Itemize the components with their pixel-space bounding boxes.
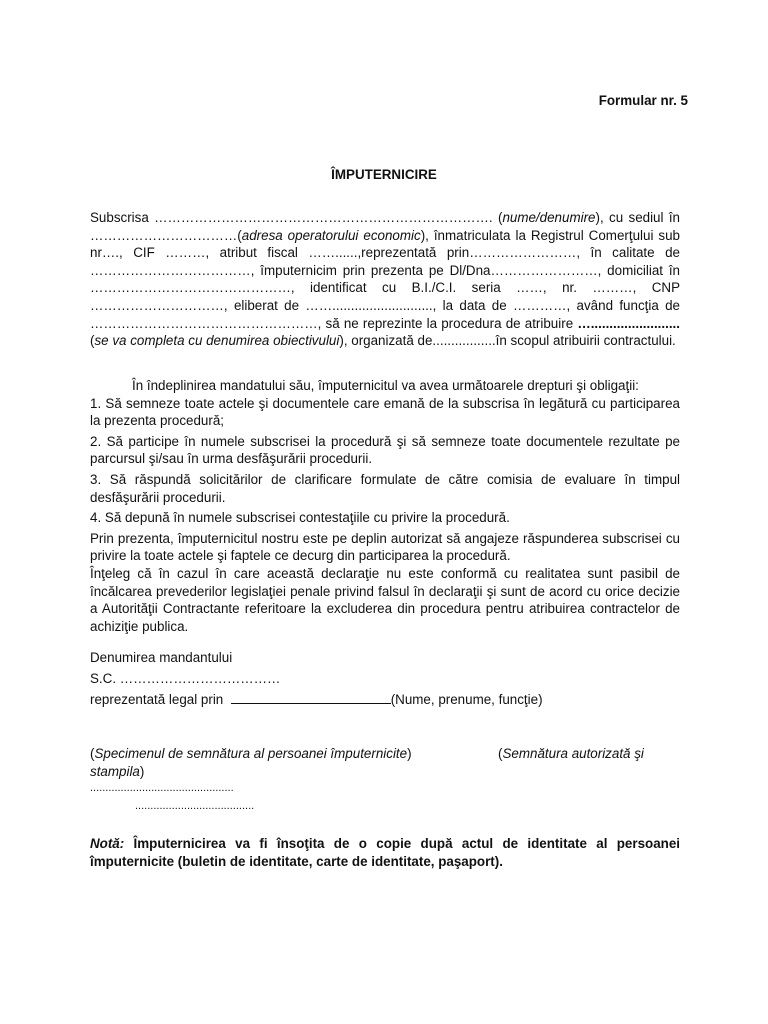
item-4: 4. Să depună în numele subscrisei contestaţiile cu privire la procedură. xyxy=(90,510,510,526)
authorization-paragraph: Prin prezenta, împuternicitul nostru este pe deplin autorizat să angajeze răspunderea subscrisei cu privire la toate actele şi faptele ce decurg din participarea la procedură. xyxy=(90,530,680,564)
note-paragraph xyxy=(90,835,680,870)
intro-segment: ), organizată de.................în scopul atribuirii contractului. xyxy=(339,333,676,349)
mandant-label: Denumirea mandantului xyxy=(90,650,233,665)
signature-row xyxy=(90,745,680,763)
rep-fill-line xyxy=(231,690,391,704)
intro-paragraph xyxy=(90,209,680,350)
note-label: Notă: xyxy=(90,836,125,851)
mandant-section xyxy=(90,649,680,709)
intro-segment: adresa operatorului economic xyxy=(241,227,421,243)
form-number: Formular nr. 5 xyxy=(598,93,688,108)
signature-dots-1: ............................................... xyxy=(90,782,234,794)
mandant-sc: S.C. ……………………………… xyxy=(90,670,281,686)
legal-representative xyxy=(90,690,680,709)
signature-section xyxy=(90,745,680,815)
item-2: 2. Să participe în numele subscrisei la procedură şi să semneze toate documentele rezultate pe parcursul şi/sau în urma desfăşurării procedurii. xyxy=(90,433,680,467)
specimen-label: (Specimenul de semnătura al persoanei împuternicite) xyxy=(90,746,412,761)
note-text: Împuternicirea va fi însoţita de o copie după actul de identitate al persoanei împuternicite (buletin de identitate, carte de identitate, paşaport). xyxy=(90,836,680,869)
intro-segment: se va completa cu denumirea obiectivului xyxy=(94,333,340,349)
rep-suffix: (Nume, prenume, funcţie) xyxy=(390,692,543,708)
intro-segment: Subscrisa …………………………………………………………………. ( xyxy=(90,210,503,225)
item-3: 3. Să răspundă solicitărilor de clarificare formulate de către comisia de evaluare în timpul desfăşurării procedurii. xyxy=(90,471,680,505)
declaration-paragraph: Înţeleg că în cazul în care această declaraţie nu este conformă cu realitatea sunt pasibil de încălcarea prevederilor legislaţiei penale privind falsul în declaraţii şi sunt de acord cu orice decizie a Autorităţii Contractante referitoare la excluderea din procedura pentru atribuirea contractelor de achiziţie publica. xyxy=(90,565,680,634)
item-1: 1. Să semneze toate actele şi documentele care emană de la subscrisa în legătură cu participarea la prezenta procedură; xyxy=(90,395,680,429)
rep-prefix: reprezentată legal prin xyxy=(90,692,224,708)
intro-segment: ), cu sediul în ……………………………( xyxy=(90,210,680,243)
document-title: ÎMPUTERNICIRE xyxy=(331,167,437,182)
intro-segment: nume/denumire xyxy=(502,210,596,225)
rights-intro: În îndeplinirea mandatului său, împuternicitul va avea următoarele drepturi şi obligaţii: xyxy=(132,378,639,393)
intro-segment: ), înmatriculata la Registrul Comerţului sub nr…., CIF ………, atribut fiscal ……......,reprezentată prin……………………, în calitate de ………………………………, împuternicim prin prezenta pe Dl/Dna……………………, domiciliat în ………………………………………, identificat cu B.I./C.I. seria ……, nr. ………, CNP …………………………, eliberat de ……..........................., la data de …………, având funcţia de ……………………………………………, să ne reprezinte la procedura de atribuire xyxy=(90,227,680,331)
intro-text xyxy=(90,209,680,350)
intro-segment: ( xyxy=(90,333,95,349)
intro-segment: …........................ xyxy=(577,315,680,331)
stampila-label: stampila) xyxy=(90,764,145,779)
rights-section xyxy=(90,377,680,635)
signature-dots-2: ....................................... xyxy=(135,800,255,812)
authorized-signature-label: (Semnătura autorizată şi xyxy=(498,746,644,761)
